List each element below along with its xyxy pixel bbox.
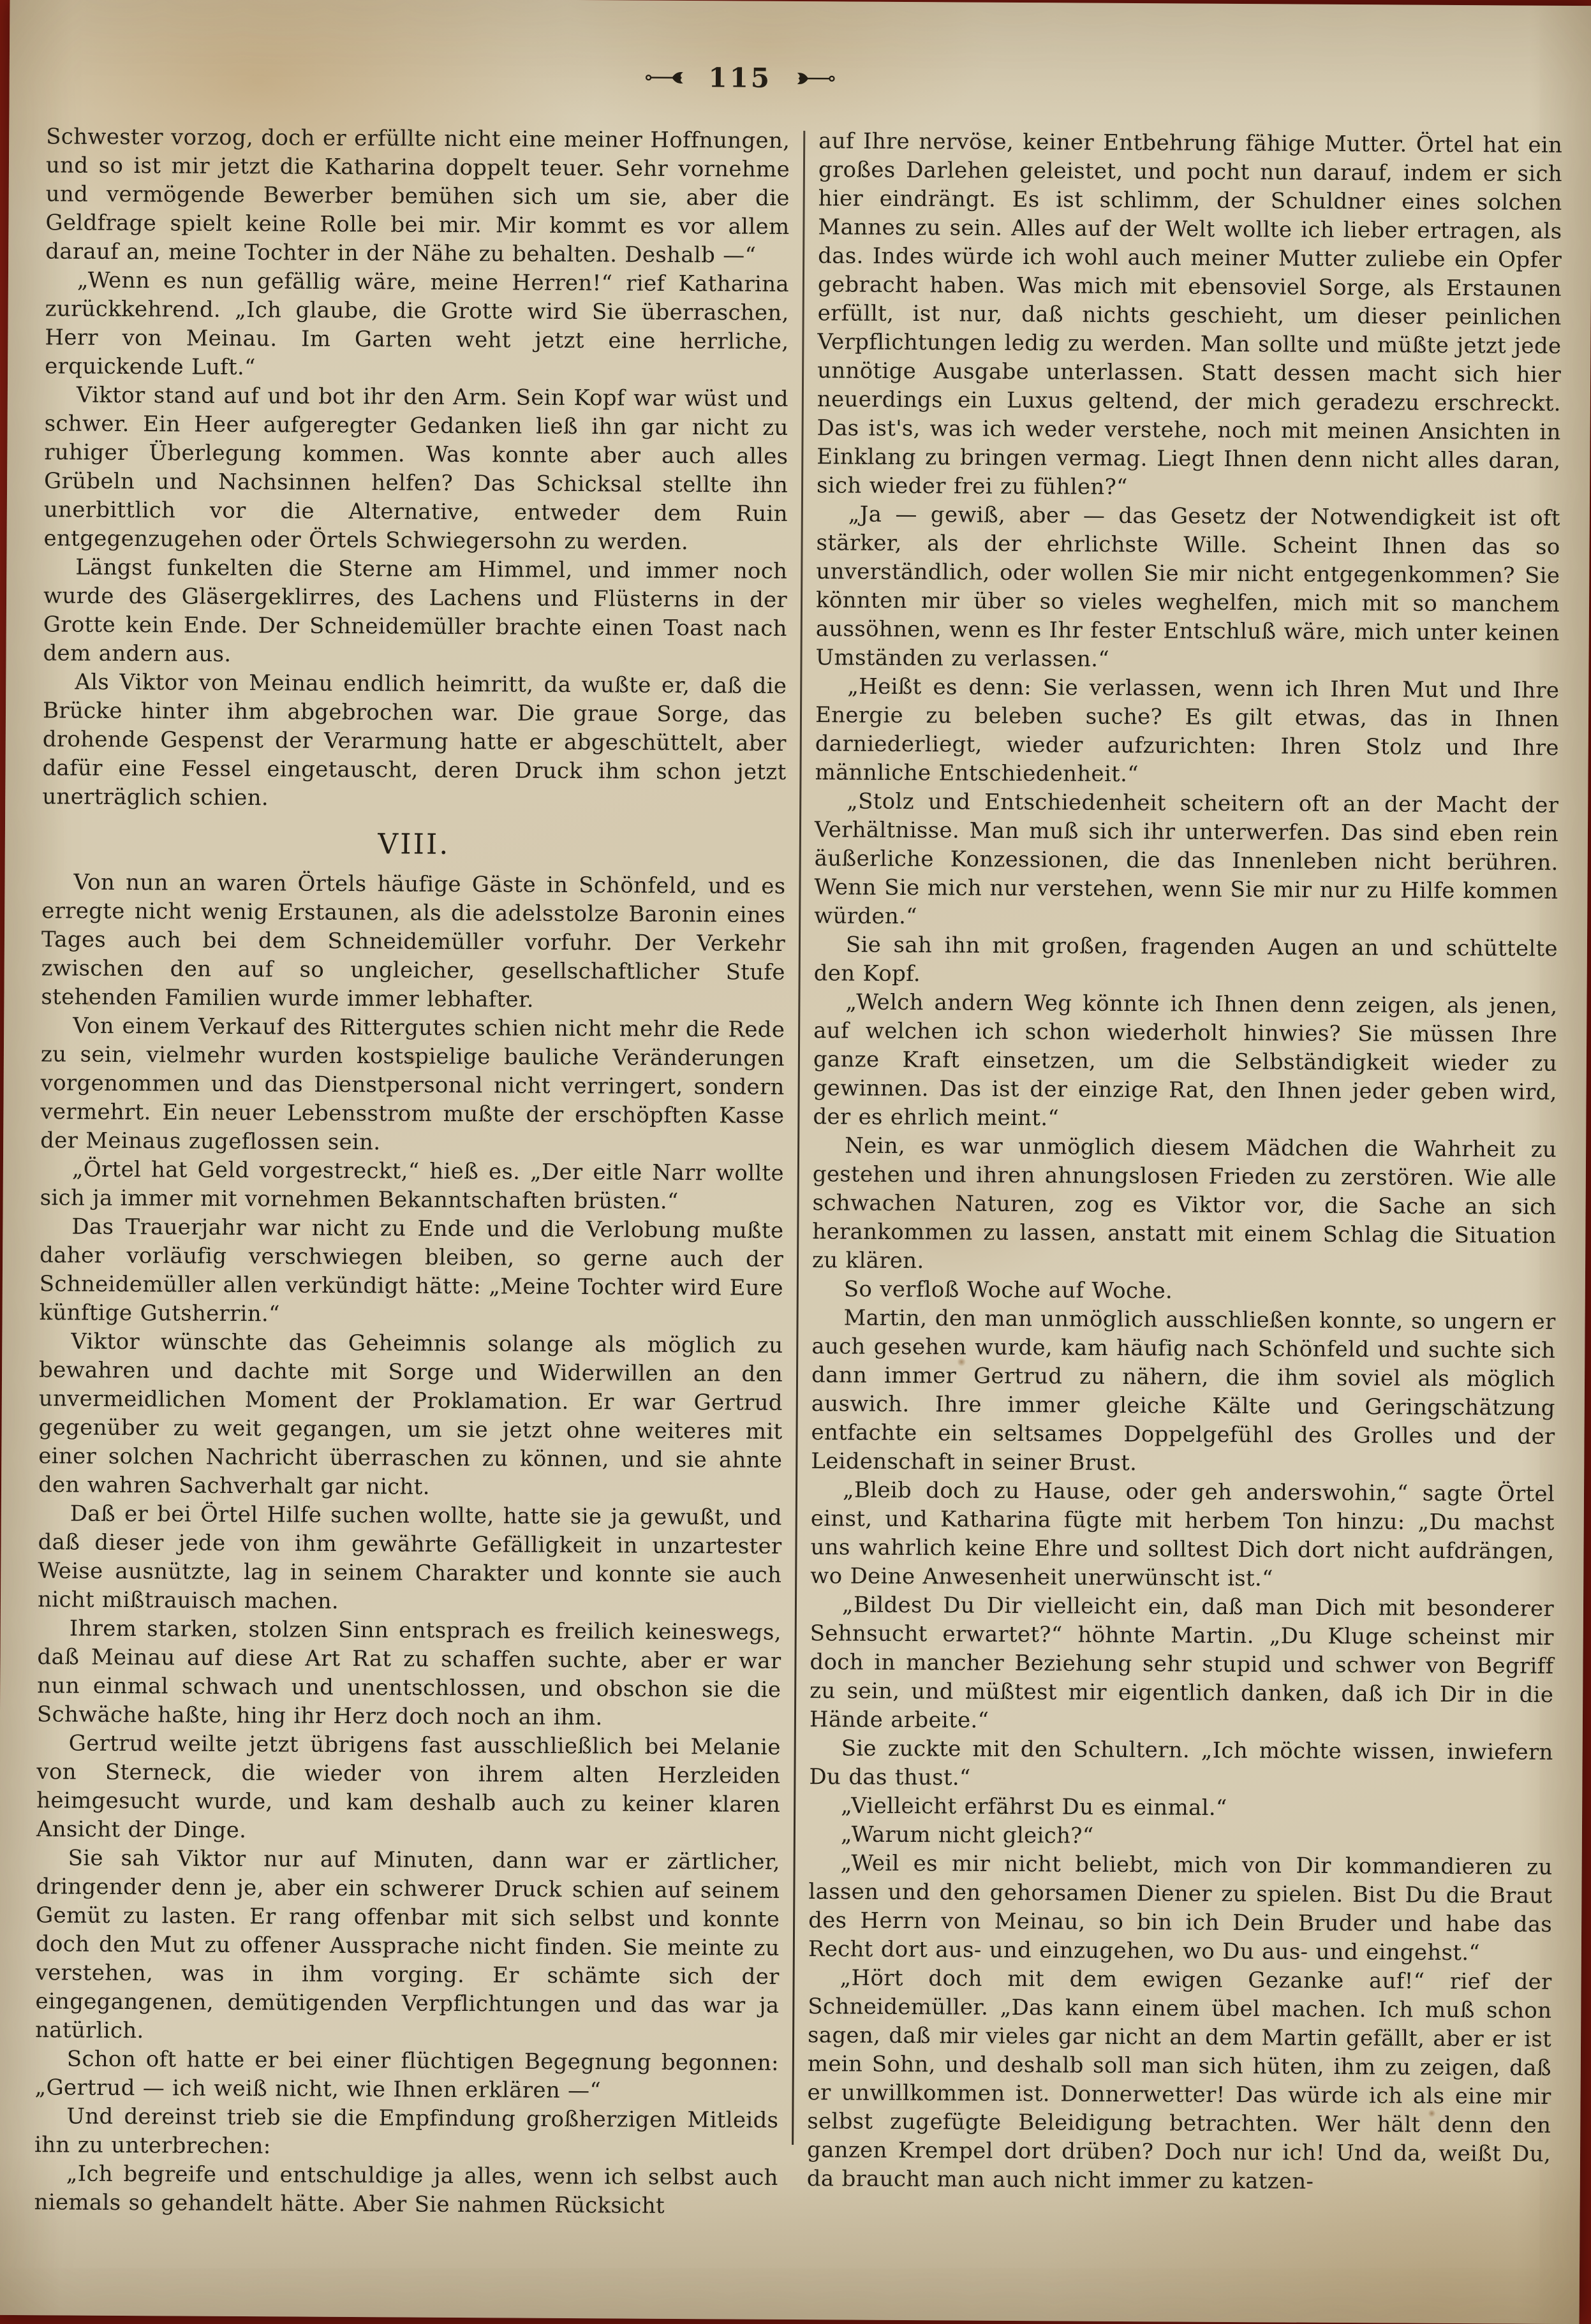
paragraph: Schwester vorzog, doch er erfüllte nicht eine meiner Hoffnungen, und so ist mir jetzt die Katharina doppelt teuer. Sehr vornehme und vermögende Bewerber bemühen sich um sie, aber die Geldfrage spielt keine Rolle bei mir. Mir kommt es vor allem darauf an, meine Tochter in der Nähe zu behalten. Deshalb —“ [45, 124, 790, 268]
paragraph: „Bleib doch zu Hause, oder geh anderswohin,“ sagte Örtel einst, und Katharina fügte mit herbem Ton hinzu: „Du machst uns wahrlich keine Ehre und solltest Dich dort nicht aufdrängen, wo Deine Anwesenheit unerwünscht ist.“ [810, 1477, 1555, 1592]
paragraph: „Hört doch mit dem ewigen Gezanke auf!“ rief der Schneidemüller. „Das kann einem übel machen. Ich muß schon sagen, daß mir vieles gar nicht an dem Martin gefällt, aber er ist mein Sohn, und deshalb soll man sich hüten, ihm zu zeigen, daß er unwillkommen ist. Donnerwetter! Das würde ich als eine mir selbst zugefügte Beleidigung betrachten. Wer hält denn den ganzen Krempel dort drüben? Doch nur ich! Und da, weißt Du, da braucht man auch nicht immer zu katzen- [806, 1965, 1552, 2195]
paragraph: Als Viktor von Meinau endlich heimritt, da wußte er, daß die Brücke hinter ihm abgebrochen war. Die graue Sorge, das drohende Gespenst der Verarmung hatte er abgeschüttelt, aber dafür eine Fessel eingetauscht, deren Druck ihm schon jetzt unerträglich schien. [42, 669, 787, 811]
paragraph: „Vielleicht erfährst Du es einmal.“ [841, 1793, 1227, 1821]
paragraph: „Weil es mir nicht beliebt, mich von Dir kommandieren zu lassen und den gehorsamen Diener zu spielen. Bist Du die Braut des Herrn von Meinau, so bin ich Dein Bruder und habe das Recht dort aus- und einzugehen, wo Du aus- und eingehst.“ [808, 1850, 1553, 1966]
column-rule [792, 131, 805, 2145]
paragraph: Viktor wünschte das Geheimnis solange als möglich zu bewahren und dachte mit Sorge und Widerwillen an den unvermeidlichen Moment der Proklamation. Er war Gertrud gegenüber zu weit gegangen, um sie jetzt ohne weiteres mit einer solchen Nachricht überraschen zu können, und sie ahnte den wahren Sachverhalt gar nicht. [38, 1328, 783, 1500]
paragraph: Sie zuckte mit den Schultern. „Ich möchte wissen, inwiefern Du das thust.“ [809, 1735, 1553, 1791]
section-heading: VIII. [378, 828, 450, 861]
paragraph: Gertrud weilte jetzt übrigens fast ausschließlich bei Melanie von Sterneck, die wieder von ihrem alten Herzleiden heimgesucht wurde, und kam deshalb auch zu keiner klaren Ansicht der Dinge. [36, 1730, 781, 1844]
flourish-right-icon [796, 70, 836, 85]
page-number: 115 [708, 62, 773, 94]
paragraph: Das Trauerjahr war nicht zu Ende und die Verlobung mußte daher vorläufig verschwiegen bleiben, so gerne auch der Schneidemüller allen verkündigt hätte: „Meine Tochter wird Eure künftige Gutsherrin.“ [39, 1214, 784, 1327]
paragraph: Martin, den man unmöglich ausschließen konnte, so ungern er auch gesehen wurde, kam häufig nach Schönfeld und suchte sich dann immer Gertrud zu nähern, die ihm soviel als möglich auswich. Ihre immer gleiche Kälte und Geringschätzung entfachte ein seltsames Doppelgefühl des Grolles und der Leidenschaft in seiner Brust. [811, 1305, 1556, 1476]
paragraph: Ihrem starken, stolzen Sinn entsprach es freilich keineswegs, daß Meinau auf diese Art Rat zu schaffen suchte, aber er war nun einmal schwach und unentschlossen, und obschon sie die Schwäche haßte, hing ihr Herz doch noch an ihm. [36, 1615, 781, 1731]
page-header [0, 57, 1532, 98]
column-right [806, 127, 1562, 2226]
paragraph: So verfloß Woche auf Woche. [843, 1276, 1173, 1304]
text-columns [34, 122, 1562, 2226]
paragraph: auf Ihre nervöse, keiner Entbehrung fähige Mutter. Örtel hat ein großes Darlehen geleistet, und pocht nun darauf, indem er sich hier eindrängt. Es ist schlimm, der Schuldner eines solchen Mannes zu sein. Alles auf der Welt wollte ich lieber ertragen, als das. Indes würde ich wohl auch meiner Mutter zuliebe ein Opfer gebracht haben. Was mich mit ebensoviel Sorge, als Erstaunen erfüllt, ist nur, daß nichts geschieht, um dieser peinlichen Verpflichtungen ledig zu werden. Man sollte und müßte jetzt jede unnötige Ausgabe unterlassen. Statt dessen macht sich hier neuerdings ein Luxus geltend, der mich geradezu erschreckt. Das ist's, was ich weder verstehe, noch mit meinen Ansichten in Einklang zu bringen vermag. Liegt Ihnen denn nicht alles daran, sich wieder frei zu fühlen?“ [816, 128, 1563, 500]
paragraph: „Ich begreife und entschuldige ja alles, wenn ich selbst auch niemals so gehandelt hätte. Aber Sie nahmen Rücksicht [34, 2161, 778, 2219]
paragraph: Von einem Verkauf des Rittergutes schien nicht mehr die Rede zu sein, vielmehr wurden kostspielige bauliche Veränderungen vorgenommen und das Dienstpersonal nicht verringert, sondern vermehrt. Ein neuer Lebensstrom mußte der erschöpften Kasse der Meinaus zugeflossen sein. [40, 1013, 785, 1156]
paragraph: Viktor stand auf und bot ihr den Arm. Sein Kopf war wüst und schwer. Ein Heer aufgeregter Gedanken ließ ihn gar nicht zu ruhiger Überlegung kommen. Was konnte aber auch alles Grübeln und Nachsinnen helfen? Das Schicksal stellte ihn unerbittlich vor die Alternative, entweder dem Ruin entgegenzugehen oder Örtels Schwiegersohn zu werden. [43, 382, 788, 555]
paragraph: Von nun an waren Örtels häufige Gäste in Schönfeld, und es erregte nicht wenig Erstaunen, als die adelsstolze Baronin eines Tages auch bei dem Schneidemüller vorfuhr. Der Verkehr zwischen den auf so ungleicher, gesellschaftlicher Stufe stehenden Familien wurde immer lebhafter. [41, 869, 786, 1013]
paragraph: „Stolz und Entschiedenheit scheitern oft an der Macht der Verhältnisse. Man muß sich ihr unterwerfen. Das sind eben rein äußerliche Konzessionen, die das Innenleben nicht berühren. Wenn Sie mich nur verstehen, wenn Sie mir nur zu Hilfe kommen würden.“ [814, 788, 1559, 930]
paragraph: Sie sah Viktor nur auf Minuten, dann war er zärtlicher, dringender denn je, aber ein schwerer Druck schien auf seinem Gemüt zu lasten. Er rang offenbar mit sich selbst und konnte doch den Mut zu offener Aussprache nicht finden. Sie meinte zu verstehen, was in ihm vorging. Er schämte sich der eingegangenen, demütigenden Verpflichtungen und das war ja natürlich. [35, 1845, 780, 2044]
paragraph: „Ja — gewiß, aber — das Gesetz der Notwendigkeit ist oft stärker, als der ehrlichste Wille. Scheint Ihnen das so unverständlich, oder wollen Sie mir nicht entgegenkommen? Sie könnten mir über so vieles weghelfen, mich mit so manchem aussöhnen, wenn es Ihr fester Entschluß wäre, mich unter keinen Umständen zu verlassen.“ [815, 501, 1560, 672]
paragraph: „Heißt es denn: Sie verlassen, wenn ich Ihren Mut und Ihre Energie zu beleben suche? Es gilt etwas, das in Ihnen darniederliegt, wieder aufzurichten: Ihren Stolz und Ihre männliche Entschiedenheit.“ [815, 673, 1560, 788]
paragraph: Sie sah ihn mit großen, fragenden Augen an und schüttelte den Kopf. [813, 932, 1558, 987]
paragraph: „Wenn es nun gefällig wäre, meine Herren!“ rief Katharina zurückkehrend. „Ich glaube, die Grotte wird Sie überraschen, Herr von Meinau. Im Garten weht jetzt eine herrliche, erquickende Luft.“ [45, 267, 790, 381]
paragraph: Daß er bei Örtel Hilfe suchen wollte, hatte sie ja gewußt, und daß dieser jede von ihm gewährte Gefälligkeit in unzartester Weise ausnützte, lag in seinem Charakter und konnte sie auch nicht mißtrauisch machen. [37, 1501, 782, 1614]
paragraph: Nein, es war unmöglich diesem Mädchen die Wahrheit zu gestehen und ihren ahnungslosen Frieden zu zerstören. Wie alle schwachen Naturen, zog es Viktor vor, die Sache an sich herankommen zu lassen, anstatt mit einem Schlag die Situation zu klären. [811, 1133, 1557, 1274]
paragraph: Schon oft hatte er bei einer flüchtigen Begegnung begonnen: „Gertrud — ich weiß nicht, wie Ihnen erklären —“ [34, 2046, 779, 2104]
paragraph: „Welch andern Weg könnte ich Ihnen denn zeigen, als jenen, auf welchen ich schon wiederholt hinwies? Sie müssen Ihre ganze Kraft einsetzen, um die Selbständigkeit wieder zu gewinnen. Das ist der einzige Rat, den Ihnen jeder geben wird, der es ehrlich meint.“ [813, 989, 1558, 1131]
flourish-left-icon [644, 70, 684, 85]
paragraph: „Örtel hat Geld vorgestreckt,“ hieß es. „Der eitle Narr wollte sich ja immer mit vornehmen Bekanntschaften brüsten.“ [40, 1156, 784, 1214]
paragraph: „Warum nicht gleich?“ [840, 1821, 1094, 1849]
paragraph: Und dereinst trieb sie die Empfindung großherzigen Mitleids ihn zu unterbrechen: [34, 2103, 779, 2159]
paragraph: „Bildest Du Dir vielleicht ein, daß man Dich mit besonderer Sehnsucht erwartet?“ höhnte Martin. „Du Kluge scheinst mir doch in mancher Beziehung sehr stupid und schwer von Begriff zu sein, und müßtest mir eigentlich danken, daß ich Dir in die Hände arbeite.“ [809, 1592, 1555, 1733]
column-left [34, 122, 790, 2221]
paragraph: Längst funkelten die Sterne am Himmel, und immer noch wurde des Gläsergeklirres, des Lachens und Flüsterns in der Grotte kein Ende. Der Schneidemüller brachte einen Toast nach dem andern aus. [43, 554, 788, 667]
